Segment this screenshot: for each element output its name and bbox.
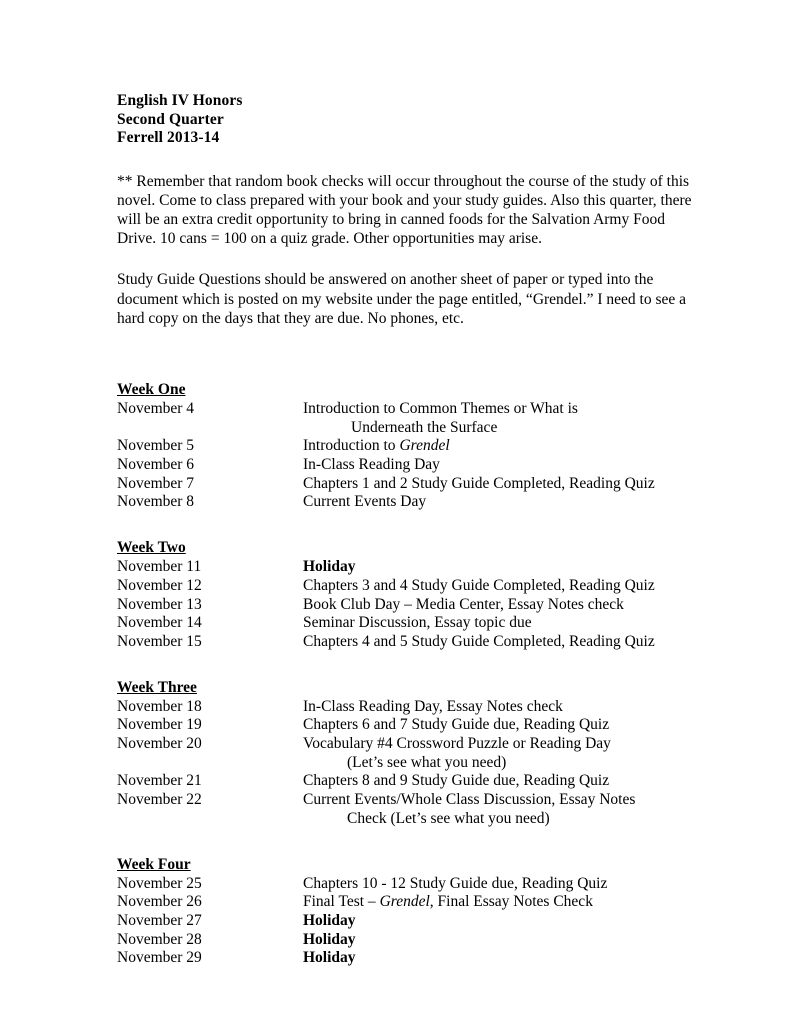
- table-row: [117, 475, 697, 494]
- schedule-date: November 15: [117, 632, 202, 650]
- schedule-description: [303, 437, 697, 456]
- week-title: Week One: [117, 380, 186, 398]
- schedule-date: November 13: [117, 595, 202, 613]
- schedule-date: November 14: [117, 614, 202, 632]
- schedule-date: November 4: [117, 399, 195, 417]
- schedule-description: Chapters 8 and 9 Study Guide due, Reading Quiz: [303, 772, 610, 790]
- table-row: [117, 493, 697, 512]
- table-row: [117, 875, 697, 894]
- table-row: [117, 400, 697, 437]
- table-row: [117, 633, 697, 652]
- schedule-description: Holiday: [303, 949, 356, 967]
- week-schedule-table: [117, 698, 697, 829]
- table-row: [117, 596, 697, 615]
- table-row: [117, 558, 697, 577]
- week-section: [117, 678, 697, 829]
- schedule-date: November 7: [117, 474, 195, 492]
- schedule-description-pre: Introduction to: [303, 437, 400, 455]
- schedule-description: Chapters 10 - 12 Study Guide due, Reading Quiz: [303, 874, 608, 892]
- week-schedule-table: [117, 875, 697, 969]
- week-title: Week Four: [117, 855, 191, 873]
- schedule-description-sub: Check (Let’s see what you need): [347, 809, 550, 827]
- table-row: [117, 772, 697, 791]
- schedule-description: Holiday: [303, 930, 356, 948]
- table-row: [117, 949, 697, 968]
- schedule-description: [303, 791, 697, 828]
- week-title: Week Two: [117, 539, 186, 557]
- table-row: [117, 437, 697, 456]
- schedule-description: [303, 735, 697, 772]
- document-content: [117, 92, 697, 968]
- schedule-description: Chapters 3 and 4 Study Guide Completed, Reading Quiz: [303, 576, 655, 594]
- table-row: [117, 735, 697, 772]
- schedule-date: November 19: [117, 716, 202, 734]
- schedule-date: November 5: [117, 437, 195, 455]
- week-schedule-table: [117, 400, 697, 512]
- schedule-date: November 27: [117, 911, 202, 929]
- week-schedule-table: [117, 558, 697, 652]
- heading-teacher-year: Ferrell 2013-14: [117, 129, 220, 146]
- table-row: [117, 791, 697, 828]
- table-row: [117, 912, 697, 931]
- table-row: [117, 577, 697, 596]
- table-row: [117, 931, 697, 950]
- schedule-description-title: Grendel: [379, 893, 430, 911]
- schedule-date: November 11: [117, 558, 202, 576]
- table-row: [117, 614, 697, 633]
- week-title: Week Three: [117, 678, 197, 696]
- paragraph-study-guide: Study Guide Questions should be answered on another sheet of paper or typed into the document which is posted on my website under the page entitled, “Grendel.” I need to see a hard copy on the days that they are due. No phones, etc.: [117, 271, 687, 327]
- schedule-description-post: , Final Essay Notes Check: [429, 893, 593, 911]
- heading-course: English IV Honors: [117, 92, 243, 109]
- schedule-date: November 28: [117, 930, 202, 948]
- schedule-description-sub: (Let’s see what you need): [347, 753, 507, 771]
- schedule-date: November 26: [117, 893, 202, 911]
- schedule-date: November 12: [117, 576, 202, 594]
- schedule-date: November 8: [117, 493, 195, 511]
- heading-quarter: Second Quarter: [117, 110, 224, 128]
- schedule-date: November 22: [117, 791, 202, 809]
- schedule-description: Seminar Discussion, Essay topic due: [303, 614, 532, 632]
- schedule-date: November 20: [117, 735, 202, 753]
- schedule-description-main: Vocabulary #4 Crossword Puzzle or Reading Day: [303, 735, 611, 753]
- schedule-description: [303, 893, 697, 912]
- schedule-description: [303, 400, 697, 437]
- paragraph-book-checks: ** Remember that random book checks will occur throughout the course of the study of this novel. Come to class prepared with your book and your study guides. Also this quarter, there will be an extra credit opportunity to bring in canned foods for the Salvation Army Food Drive. 10 cans = 100 on a quiz grade. Other opportunities may arise.: [117, 172, 692, 248]
- schedule-description: Holiday: [303, 558, 356, 576]
- schedule-description: Chapters 6 and 7 Study Guide due, Reading Quiz: [303, 716, 610, 734]
- schedule-description-sub: Underneath the Surface: [351, 418, 498, 436]
- schedule-description-main: Introduction to Common Themes or What is: [303, 399, 578, 417]
- schedule-description-pre: Final Test –: [303, 893, 380, 911]
- table-row: [117, 698, 697, 717]
- schedule-description: Book Club Day – Media Center, Essay Notes check: [303, 595, 624, 613]
- schedule-date: November 25: [117, 874, 202, 892]
- schedule-date: November 18: [117, 697, 202, 715]
- schedule-date: November 6: [117, 456, 195, 474]
- schedule-description: Current Events Day: [303, 493, 427, 511]
- week-section: [117, 538, 697, 652]
- schedule-description-main: Current Events/Whole Class Discussion, Essay Notes: [303, 791, 636, 809]
- week-section: [117, 855, 697, 969]
- schedule-description: Chapters 1 and 2 Study Guide Completed, Reading Quiz: [303, 474, 655, 492]
- schedule-date: November 29: [117, 949, 202, 967]
- table-row: [117, 456, 697, 475]
- table-row: [117, 893, 697, 912]
- week-section: [117, 380, 697, 512]
- schedule-description: Chapters 4 and 5 Study Guide Completed, Reading Quiz: [303, 632, 655, 650]
- schedule-description-title: Grendel: [399, 437, 450, 455]
- schedule-description: In-Class Reading Day: [303, 456, 440, 474]
- schedule-description: Holiday: [303, 911, 356, 929]
- schedule-date: November 21: [117, 772, 202, 790]
- document-heading: [117, 92, 697, 148]
- schedule-description: In-Class Reading Day, Essay Notes check: [303, 697, 563, 715]
- table-row: [117, 716, 697, 735]
